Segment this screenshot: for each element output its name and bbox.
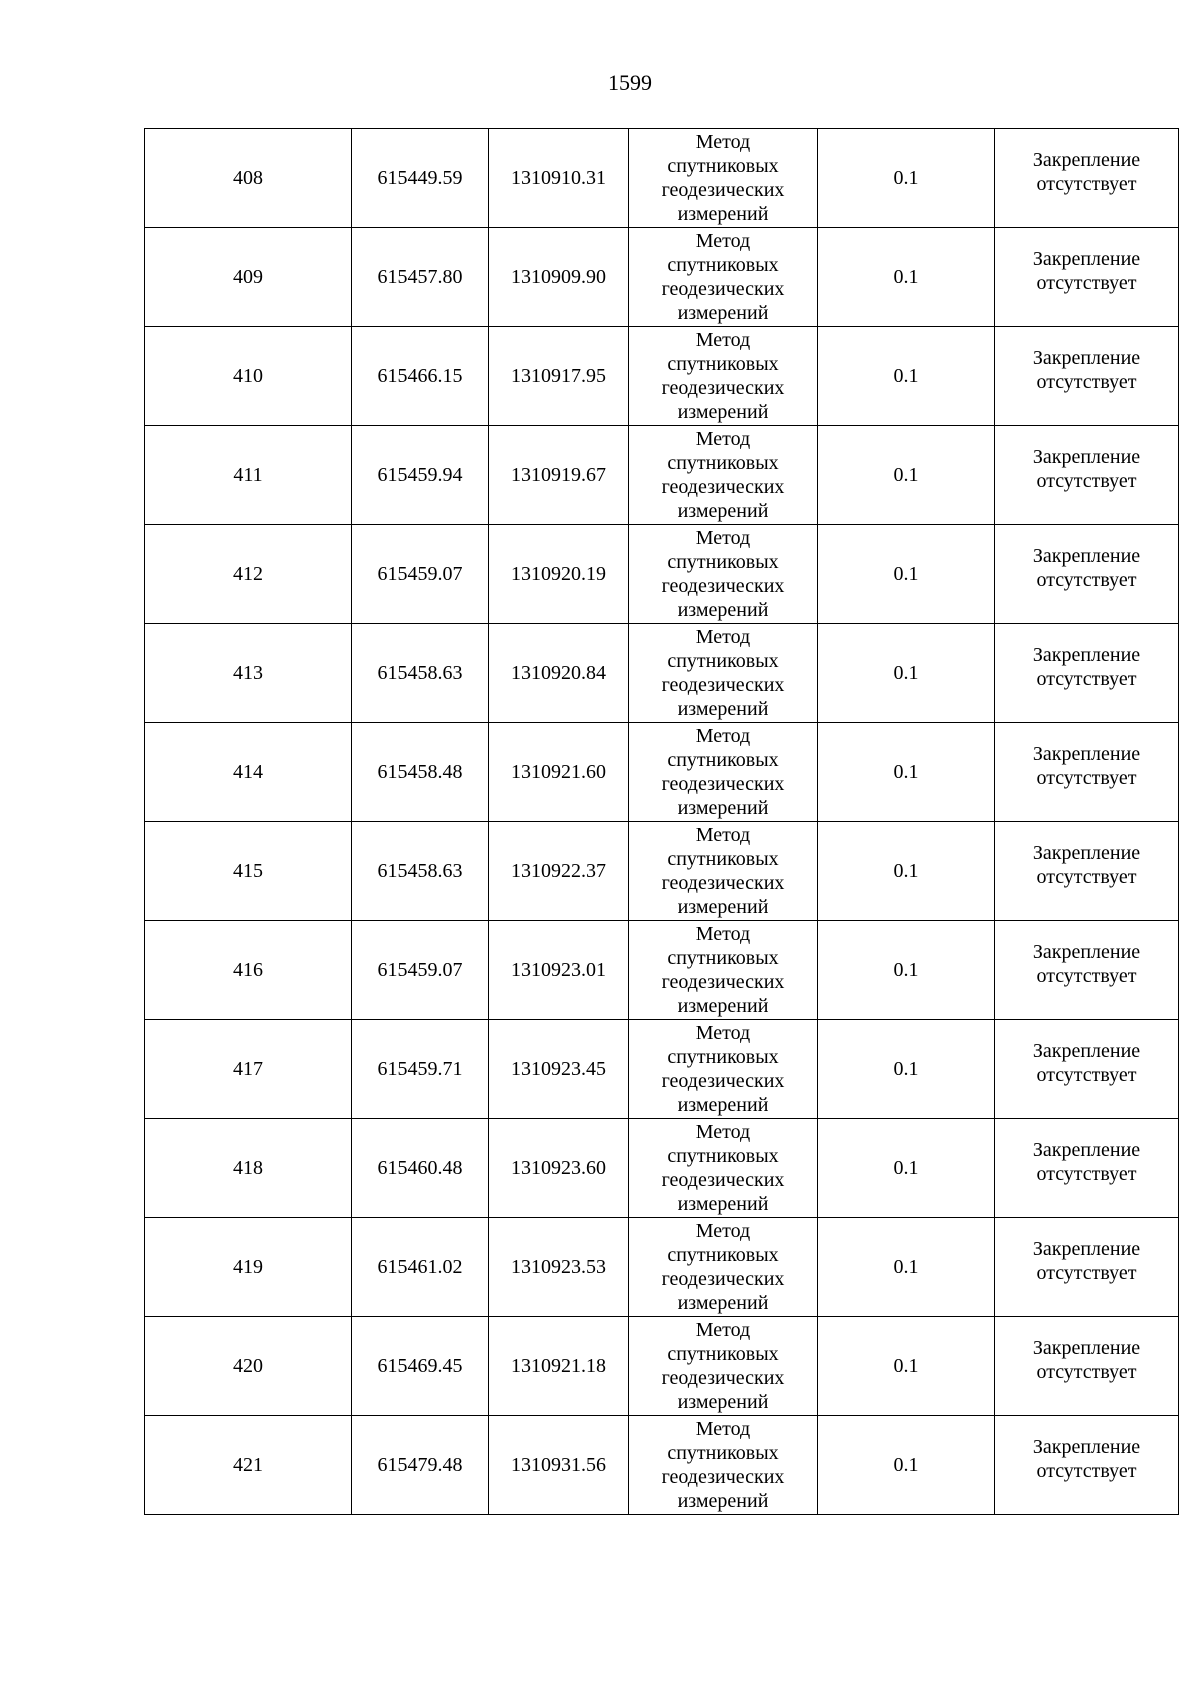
y-coordinate-cell: 1310923.53 [489,1218,629,1317]
method-line: спутниковых [667,551,779,573]
x-coordinate-cell: 615458.48 [352,723,489,822]
method-line: спутниковых [667,1046,779,1068]
fixing-cell [995,921,1179,1020]
table-row [145,327,1179,426]
fixing-cell [995,525,1179,624]
page-number: 1599 [608,70,652,95]
method-line: спутниковых [667,1442,779,1464]
method-line: Метод [695,824,751,846]
fixing-text [995,247,1178,295]
method-line: геодезических [661,377,785,399]
table-row [145,624,1179,723]
fixing-cell [995,1020,1179,1119]
method-line: геодезических [661,1268,785,1290]
method-line: Метод [695,626,751,648]
fixing-line: Закрепление [1032,842,1141,864]
method-cell [629,426,818,525]
x-coordinate-cell: 615457.80 [352,228,489,327]
table-row [145,723,1179,822]
method-cell [629,1416,818,1515]
point-number-cell: 409 [145,228,352,327]
point-number-cell: 410 [145,327,352,426]
table-row [145,525,1179,624]
method-line: измерений [677,203,769,225]
method-line: Метод [695,527,751,549]
point-number-cell: 412 [145,525,352,624]
fixing-line: Закрепление [1032,1139,1141,1161]
fixing-line: отсутствует [1036,1064,1137,1086]
point-number-cell: 417 [145,1020,352,1119]
fixing-text [995,1039,1178,1087]
method-line: измерений [677,1292,769,1314]
method-line: геодезических [661,1070,785,1092]
fixing-text [995,841,1178,889]
y-coordinate-cell: 1310922.37 [489,822,629,921]
accuracy-cell: 0.1 [818,921,995,1020]
fixing-text [995,544,1178,592]
fixing-line: отсутствует [1036,767,1137,789]
fixing-line: отсутствует [1036,470,1137,492]
fixing-cell [995,624,1179,723]
coordinates-table [144,128,1179,1515]
fixing-line: Закрепление [1032,1238,1141,1260]
fixing-line: отсутствует [1036,1361,1137,1383]
fixing-text [995,1336,1178,1384]
fixing-line: Закрепление [1032,446,1141,468]
y-coordinate-cell: 1310923.60 [489,1119,629,1218]
table-row [145,1119,1179,1218]
method-line: Метод [695,230,751,252]
method-line: спутниковых [667,848,779,870]
method-line: спутниковых [667,155,779,177]
accuracy-cell: 0.1 [818,723,995,822]
method-line: измерений [677,896,769,918]
x-coordinate-cell: 615459.07 [352,525,489,624]
table-row [145,1317,1179,1416]
fixing-cell [995,1317,1179,1416]
method-line: Метод [695,1220,751,1242]
fixing-line: отсутствует [1036,272,1137,294]
y-coordinate-cell: 1310921.60 [489,723,629,822]
method-line: геодезических [661,674,785,696]
accuracy-cell: 0.1 [818,822,995,921]
table-row [145,426,1179,525]
method-line: спутниковых [667,452,779,474]
table-row [145,1416,1179,1515]
fixing-cell [995,327,1179,426]
fixing-cell [995,723,1179,822]
point-number-cell: 414 [145,723,352,822]
fixing-cell [995,228,1179,327]
method-line: измерений [677,401,769,423]
method-line: Метод [695,1022,751,1044]
fixing-line: отсутствует [1036,1460,1137,1482]
fixing-cell [995,822,1179,921]
accuracy-cell: 0.1 [818,525,995,624]
point-number-cell: 411 [145,426,352,525]
x-coordinate-cell: 615479.48 [352,1416,489,1515]
point-number-cell: 419 [145,1218,352,1317]
table-row [145,228,1179,327]
method-line: Метод [695,1418,751,1440]
method-line: спутниковых [667,650,779,672]
accuracy-cell: 0.1 [818,624,995,723]
method-line: измерений [677,599,769,621]
method-line: геодезических [661,179,785,201]
table-row [145,1218,1179,1317]
method-line: Метод [695,131,751,153]
y-coordinate-cell: 1310920.19 [489,525,629,624]
method-line: измерений [677,1094,769,1116]
accuracy-cell: 0.1 [818,228,995,327]
method-line: геодезических [661,1466,785,1488]
fixing-line: отсутствует [1036,173,1137,195]
method-cell [629,624,818,723]
fixing-line: Закрепление [1032,347,1141,369]
method-cell [629,228,818,327]
fixing-line: Закрепление [1032,1436,1141,1458]
method-line: спутниковых [667,1343,779,1365]
x-coordinate-cell: 615459.94 [352,426,489,525]
fixing-text [995,742,1178,790]
y-coordinate-cell: 1310931.56 [489,1416,629,1515]
fixing-line: отсутствует [1036,866,1137,888]
method-cell [629,921,818,1020]
method-line: геодезических [661,872,785,894]
x-coordinate-cell: 615458.63 [352,822,489,921]
method-line: измерений [677,995,769,1017]
fixing-cell [995,129,1179,228]
method-line: геодезических [661,1169,785,1191]
y-coordinate-cell: 1310920.84 [489,624,629,723]
accuracy-cell: 0.1 [818,1416,995,1515]
fixing-line: отсутствует [1036,371,1137,393]
table-row [145,921,1179,1020]
method-line: спутниковых [667,947,779,969]
method-cell [629,525,818,624]
method-line: измерений [677,698,769,720]
y-coordinate-cell: 1310917.95 [489,327,629,426]
fixing-line: Закрепление [1032,1337,1141,1359]
accuracy-cell: 0.1 [818,1218,995,1317]
fixing-line: отсутствует [1036,668,1137,690]
fixing-line: отсутствует [1036,1262,1137,1284]
method-line: измерений [677,1193,769,1215]
x-coordinate-cell: 615459.71 [352,1020,489,1119]
fixing-text [995,1237,1178,1285]
method-line: Метод [695,1121,751,1143]
method-line: Метод [695,725,751,747]
y-coordinate-cell: 1310910.31 [489,129,629,228]
y-coordinate-cell: 1310909.90 [489,228,629,327]
method-line: измерений [677,302,769,324]
fixing-text [995,1138,1178,1186]
method-line: спутниковых [667,353,779,375]
fixing-line: Закрепление [1032,941,1141,963]
accuracy-cell: 0.1 [818,1020,995,1119]
method-cell [629,1020,818,1119]
x-coordinate-cell: 615461.02 [352,1218,489,1317]
fixing-text [995,940,1178,988]
accuracy-cell: 0.1 [818,327,995,426]
table-row [145,822,1179,921]
x-coordinate-cell: 615466.15 [352,327,489,426]
fixing-text [995,445,1178,493]
method-line: геодезических [661,278,785,300]
x-coordinate-cell: 615460.48 [352,1119,489,1218]
point-number-cell: 421 [145,1416,352,1515]
method-line: измерений [677,797,769,819]
method-line: измерений [677,1391,769,1413]
table-row [145,1020,1179,1119]
method-line: Метод [695,428,751,450]
table-row [145,129,1179,228]
fixing-line: отсутствует [1036,1163,1137,1185]
method-cell [629,327,818,426]
point-number-cell: 420 [145,1317,352,1416]
method-line: Метод [695,1319,751,1341]
method-cell [629,129,818,228]
method-cell [629,1218,818,1317]
fixing-text [995,346,1178,394]
method-line: Метод [695,329,751,351]
fixing-line: Закрепление [1032,743,1141,765]
fixing-line: Закрепление [1032,545,1141,567]
method-cell [629,1317,818,1416]
method-line: спутниковых [667,749,779,771]
y-coordinate-cell: 1310923.01 [489,921,629,1020]
method-line: геодезических [661,971,785,993]
accuracy-cell: 0.1 [818,426,995,525]
method-line: спутниковых [667,1145,779,1167]
method-cell [629,1119,818,1218]
accuracy-cell: 0.1 [818,129,995,228]
method-line: геодезических [661,773,785,795]
fixing-cell [995,1218,1179,1317]
x-coordinate-cell: 615469.45 [352,1317,489,1416]
method-cell [629,822,818,921]
fixing-line: отсутствует [1036,569,1137,591]
fixing-cell [995,1119,1179,1218]
x-coordinate-cell: 615449.59 [352,129,489,228]
y-coordinate-cell: 1310919.67 [489,426,629,525]
fixing-cell [995,1416,1179,1515]
x-coordinate-cell: 615459.07 [352,921,489,1020]
point-number-cell: 413 [145,624,352,723]
method-line: спутниковых [667,1244,779,1266]
fixing-text [995,1435,1178,1483]
method-line: геодезических [661,476,785,498]
method-cell [629,723,818,822]
accuracy-cell: 0.1 [818,1317,995,1416]
y-coordinate-cell: 1310921.18 [489,1317,629,1416]
method-line: спутниковых [667,254,779,276]
fixing-line: Закрепление [1032,1040,1141,1062]
fixing-cell [995,426,1179,525]
fixing-line: Закрепление [1032,149,1141,171]
coordinates-table-body [145,129,1179,1515]
point-number-cell: 415 [145,822,352,921]
method-line: измерений [677,500,769,522]
method-line: геодезических [661,575,785,597]
y-coordinate-cell: 1310923.45 [489,1020,629,1119]
point-number-cell: 416 [145,921,352,1020]
method-line: Метод [695,923,751,945]
fixing-line: Закрепление [1032,248,1141,270]
fixing-line: отсутствует [1036,965,1137,987]
method-line: геодезических [661,1367,785,1389]
accuracy-cell: 0.1 [818,1119,995,1218]
point-number-cell: 408 [145,129,352,228]
fixing-text [995,148,1178,196]
fixing-text [995,643,1178,691]
method-line: измерений [677,1490,769,1512]
fixing-line: Закрепление [1032,644,1141,666]
point-number-cell: 418 [145,1119,352,1218]
x-coordinate-cell: 615458.63 [352,624,489,723]
